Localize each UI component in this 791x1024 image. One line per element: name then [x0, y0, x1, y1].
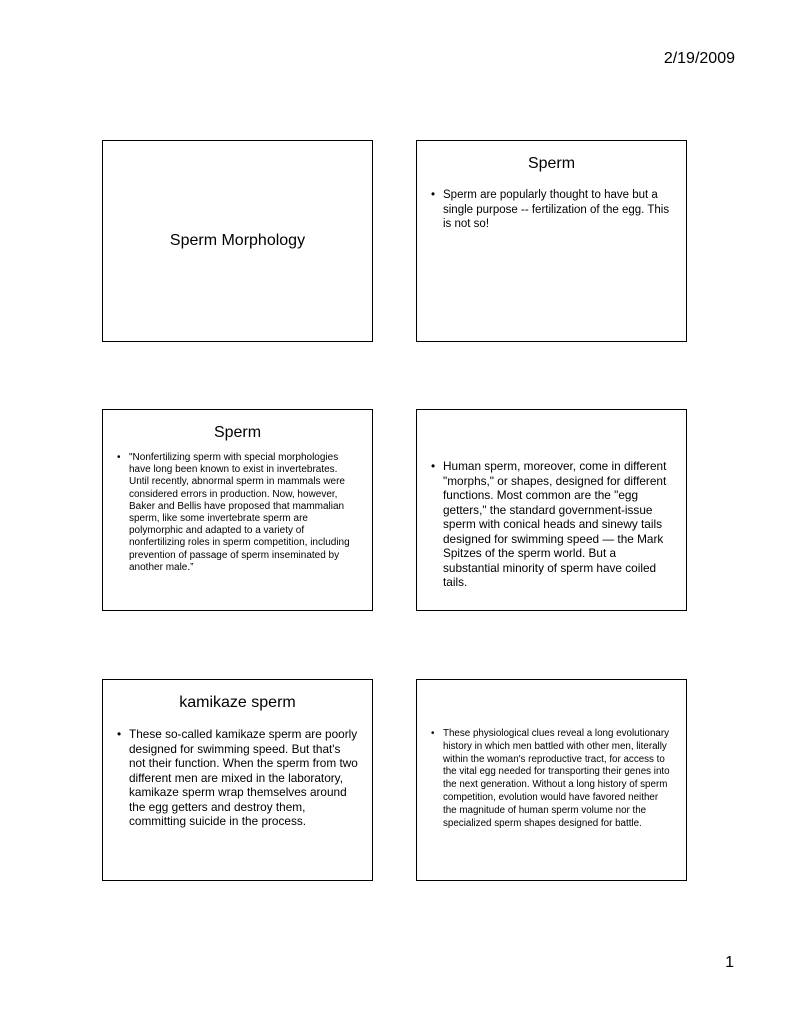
page-number: 1	[725, 954, 734, 971]
slide-5-title: kamikaze sperm	[179, 694, 296, 711]
slide-5-bullet-1: • These so-called kamikaze sperm are poorly designed for swimming speed. But that's not their function. When the sperm from two different men are mixed in the laboratory, kamikaze sperm wrap themselves around the egg getters and destroy them, committing suicide in the process.	[117, 727, 358, 829]
slide-6	[416, 679, 687, 881]
slide-5-bullet-list	[103, 727, 372, 829]
slide-6-bullet-list	[417, 728, 686, 830]
slide-3-title: Sperm	[213, 424, 262, 441]
page-date: 2/19/2009	[663, 50, 735, 67]
slide-2	[416, 140, 687, 342]
slide-2-title: Sperm	[527, 155, 576, 172]
slide-2-bullet-list	[417, 188, 686, 232]
slide-2-bullet-1: • Sperm are popularly thought to have but a single purpose -- fertilization of the egg. This is not so!	[431, 188, 672, 232]
slide-1-title: Sperm Morphology	[169, 232, 306, 249]
slide-1	[102, 140, 373, 342]
slide-5	[102, 679, 373, 881]
slide-4-bullet-list	[417, 459, 686, 590]
slide-3-bullet-list	[103, 452, 372, 574]
slide-3	[102, 409, 373, 611]
slide-3-bullet-1: • "Nonfertilizing sperm with special morphologies have long been known to exist in invertebrates. Until recently, abnormal sperm in mammals were considered errors in production. Now, however, Baker and Bellis have proposed that mammalian sperm, like some invertebrate sperm are polymorphic and adapted to a variety of nonfertilizing roles in sperm competition, including prevention of passage of sperm inseminated by another male.”	[117, 452, 358, 574]
slide-6-bullet-1: • These physiological clues reveal a long evolutionary history in which men battled with other men, literally within the woman's reproductive tract, for access to the vital egg needed for transporting their genes into the next generation. Without a long history of sperm competition, evolution would have favored neither the magnitude of human sperm volume nor the specialized sperm shapes designed for battle.	[431, 728, 672, 830]
slide-4-bullet-1: • Human sperm, moreover, come in different "morphs," or shapes, designed for different functions. Most common are the "egg getters," the standard government-issue sperm with conical heads and sinewy tails designed for swimming speed — the Mark Spitzes of the sperm world. But a substantial minority of sperm have coiled tails.	[431, 459, 672, 590]
slide-4	[416, 409, 687, 611]
